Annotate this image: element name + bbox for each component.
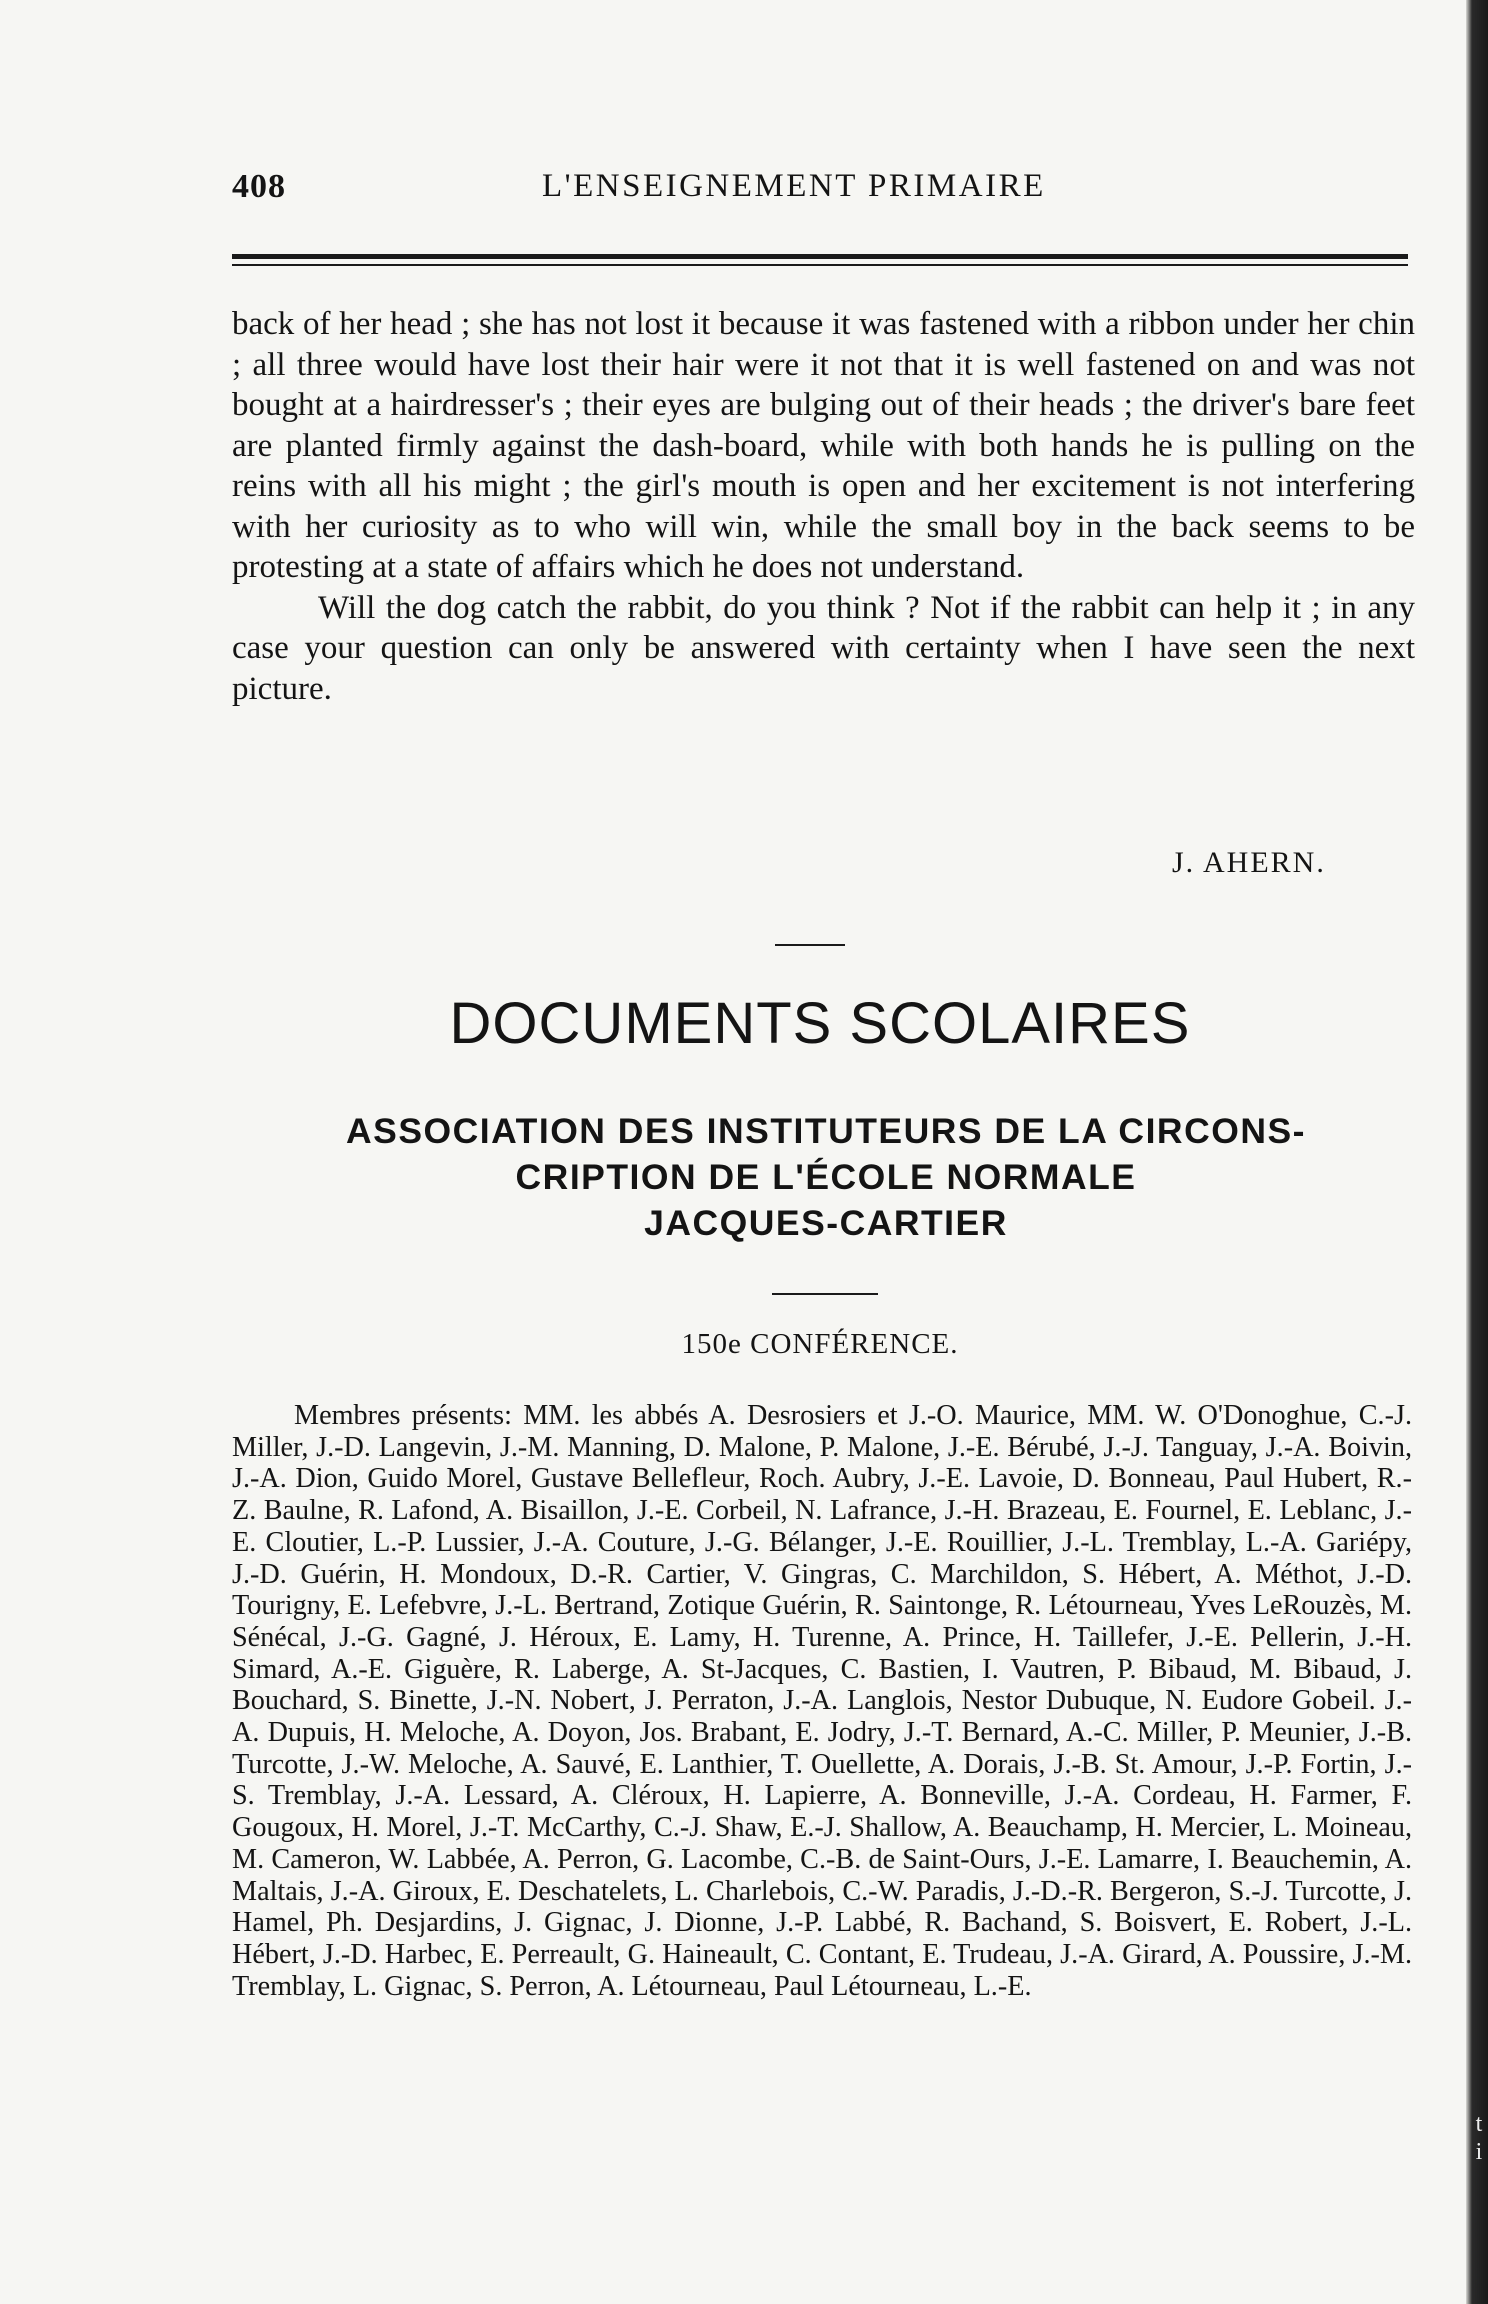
article-body (232, 304, 1415, 709)
conference-heading: 150e CONFÉRENCE. (681, 1328, 959, 1360)
association-title-line: ASSOCIATION DES INSTITUTEURS DE LA CIRCONS- (346, 1111, 1306, 1151)
association-title-line: CRIPTION DE L'ÉCOLE NORMALE (515, 1157, 1137, 1197)
page-number: 408 (232, 168, 286, 205)
article-paragraph: back of her head ; she has not lost it because it was fastened with a ribbon under her chin ; all three would have lost their hair were it not that it is well fastened on and was not bought at a hairdresser's ; their eyes are bulging out of their heads ; the driver's bare feet are planted firmly against the dash-board, while with both hands he is pulling on the reins with all his might ; the girl's mouth is open and her excitement is not interfering with her curiosity as to who will win, while the small boy in the back seems to be protesting at a state of affairs which he does not understand. (232, 306, 1415, 585)
journal-title: L'ENSEIGNEMENT PRIMAIRE (542, 168, 1046, 204)
margin-fragment (1472, 2110, 1486, 2166)
section-divider (775, 944, 845, 946)
scan-edge (1466, 0, 1488, 2304)
article-paragraph: Will the dog catch the rabbit, do you think ? Not if the rabbit can help it ; in any case your question can only be answered with certainty when I have seen the next picture. (232, 589, 1415, 707)
association-title-line: JACQUES-CARTIER (644, 1203, 1008, 1243)
margin-char: t (1475, 2111, 1483, 2137)
section-heading: DOCUMENTS SCOLAIRES (449, 991, 1191, 1056)
header-rule-thin (232, 264, 1408, 266)
running-header (232, 168, 1408, 218)
section-divider (772, 1293, 878, 1295)
author-signature: J. AHERN. (1172, 846, 1326, 879)
association-title (232, 1108, 1420, 1246)
members-list: Membres présents: MM. les abbés A. Desrosiers et J.-O. Maurice, MM. W. O'Donoghue, C.-J. Miller, J.-D. Langevin, J.-M. Manning, D. Malone, P. Malone, J.-E. Bérubé, J.-J. Tanguay, J.-A. Boivin, J.-A. Dion, Guido Morel, Gustave Bellefleur, Roch. Aubry, J.-E. Lavoie, D. Bonneau, Paul Hubert, R.-Z. Baulne, R. Lafond, A. Bisaillon, J.-E. Corbeil, N. Lafrance, J.-H. Brazeau, E. Fournel, E. Leblanc, J.-E. Cloutier, L.-P. Lussier, J.-A. Couture, J.-G. Bélanger, J.-E. Rouillier, J.-L. Tremblay, L.-A. Gariépy, J.-D. Guérin, H. Mondoux, D.-R. Cartier, V. Gingras, C. Marchildon, S. Hébert, A. Méthot, J.-D. Tourigny, E. Lefebvre, J.-L. Bertrand, Zotique Guérin, R. Saintonge, R. Létourneau, Yves LeRouzès, M. Sénécal, J.-G. Gagné, J. Héroux, E. Lamy, H. Turenne, A. Prince, H. Taillefer, J.-E. Pellerin, J.-H. Simard, A.-E. Giguère, R. Laberge, A. St-Jacques, C. Bastien, I. Vautren, P. Bibaud, M. Bibaud, J. Bouchard, S. Binette, J.-N. Nobert, J. Perraton, J.-A. Langlois, Nestor Dubuque, N. Eudore Gobeil. J.-A. Dupuis, H. Meloche, A. Doyon, Jos. Brabant, E. Jodry, J.-T. Bernard, A.-C. Miller, P. Meunier, J.-B. Turcotte, J.-W. Meloche, A. Sauvé, E. Lanthier, T. Ouellette, A. Dorais, J.-B. St. Amour, J.-P. Fortin, J.-S. Tremblay, J.-A. Lessard, A. Cléroux, H. Lapierre, A. Bonneville, J.-A. Cordeau, H. Farmer, F. Gougoux, H. Morel, J.-T. McCarthy, C.-J. Shaw, E.-J. Shallow, A. Beauchamp, H. Mercier, L. Moineau, M. Cameron, W. Labbée, A. Perron, G. Lacombe, C.-B. de Saint-Ours, J.-E. Lamarre, I. Beauchemin, A. Maltais, J.-A. Giroux, E. Deschatelets, L. Charlebois, C.-W. Paradis, J.-D.-R. Bergeron, S.-J. Turcotte, J. Hamel, Ph. Desjardins, J. Gignac, J. Dionne, J.-P. Labbé, R. Bachand, S. Boisvert, E. Robert, J.-L. Hébert, J.-D. Harbec, E. Perreault, G. Haineault, C. Contant, E. Trudeau, J.-A. Girard, A. Poussire, J.-M. Tremblay, L. Gignac, S. Perron, A. Létourneau, Paul Létourneau, L.-E. (232, 1400, 1412, 2002)
margin-char: i (1475, 2139, 1483, 2165)
header-rule-thick (232, 254, 1408, 259)
